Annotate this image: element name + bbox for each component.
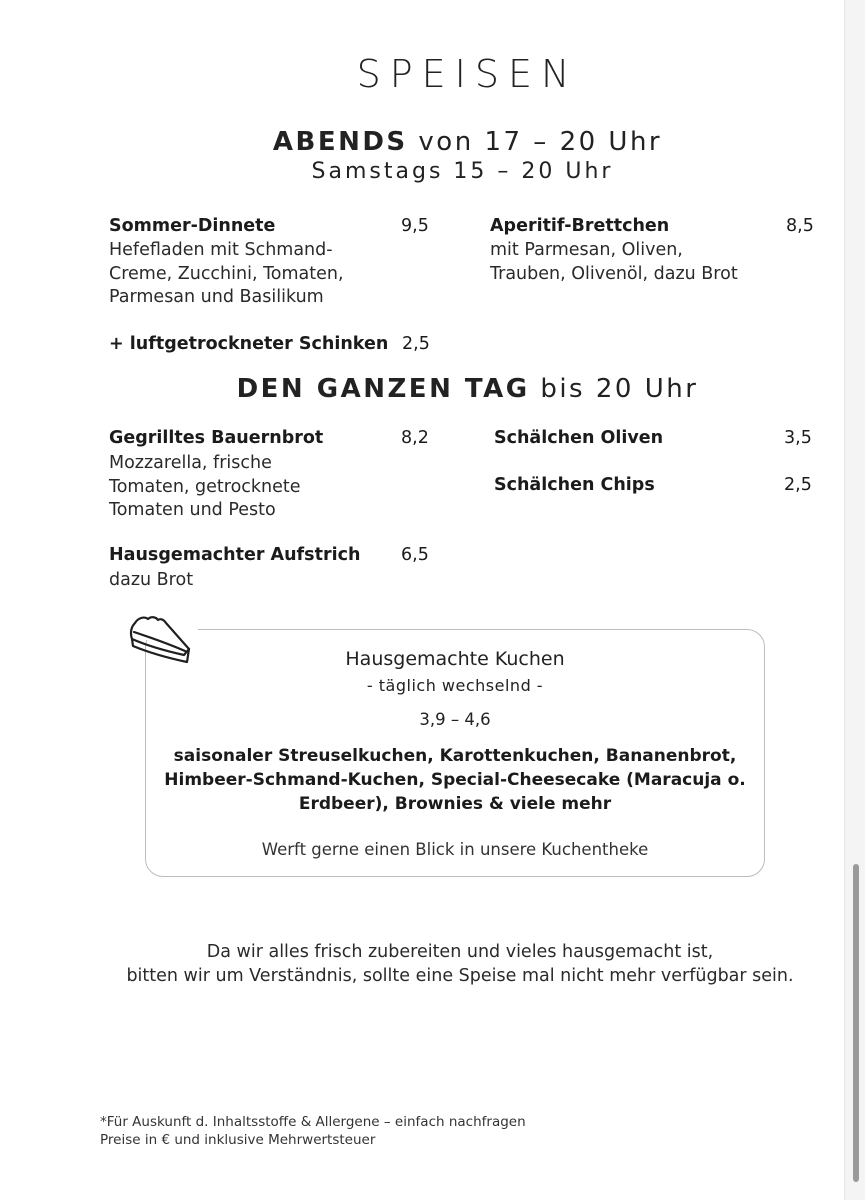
- item-price: 3,5: [784, 428, 812, 448]
- item-name: Gegrilltes Bauernbrot: [109, 428, 324, 448]
- scrollbar-thumb[interactable]: [853, 864, 859, 1182]
- cake-list-line: Himbeer-Schmand-Kuchen, Special-Cheesecake (Maracuja o.: [164, 770, 746, 790]
- item-description: [109, 452, 301, 523]
- item-description: [490, 239, 738, 286]
- cake-subtitle: - täglich wechselnd -: [366, 676, 544, 695]
- item-name: Aperitif-Brettchen: [490, 216, 670, 236]
- item-price: 8,5: [786, 216, 814, 236]
- desc-line: Hefefladen mit Schmand-: [109, 240, 333, 260]
- evening-heading-hours: von 17 – 20 Uhr: [418, 127, 663, 157]
- desc-line: Tomaten, getrocknete: [109, 476, 301, 497]
- notice-line: Da wir alles frisch zubereiten und vieles hausgemacht ist,: [206, 942, 714, 962]
- footer-allergen-note: *Für Auskunft d. Inhaltsstoffe & Allergene – einfach nachfragen: [100, 1114, 526, 1130]
- item-price: 6,5: [401, 545, 429, 565]
- item-description: [109, 239, 344, 310]
- cake-list-line: Erdbeer), Brownies & viele mehr: [298, 794, 612, 814]
- cake-title: Hausgemachte Kuchen: [345, 648, 565, 670]
- item-price: 8,2: [401, 428, 429, 448]
- item-description: [109, 569, 193, 593]
- evening-heading-bold: ABENDS: [272, 127, 408, 157]
- cake-list-line: saisonaler Streuselkuchen, Karottenkuchen, Bananenbrot,: [173, 746, 737, 766]
- desc-line: Parmesan und Basilikum: [109, 287, 324, 307]
- desc-line: Creme, Zucchini, Tomaten,: [109, 263, 344, 284]
- addon-name: + luftgetrockneter Schinken: [109, 334, 389, 354]
- desc-line: Trauben, Olivenöl, dazu Brot: [490, 263, 738, 284]
- desc-line: Mozzarella, frische: [109, 453, 272, 473]
- item-name: Sommer-Dinnete: [109, 216, 276, 236]
- cake-hint: Werft gerne einen Blick in unsere Kuchentheke: [261, 840, 649, 859]
- footer-price-note: Preise in € und inklusive Mehrwertsteuer: [100, 1132, 376, 1148]
- item-name: Schälchen Chips: [494, 475, 655, 495]
- item-price: 9,5: [401, 216, 429, 236]
- cake-price: 3,9 – 4,6: [419, 710, 491, 729]
- cake-list: [145, 744, 765, 816]
- notice-line: bitten wir um Verständnis, sollte eine Speise mal nicht mehr verfügbar sein.: [126, 966, 794, 986]
- desc-line: mit Parmesan, Oliven,: [490, 240, 683, 260]
- item-name: Hausgemachter Aufstrich: [109, 545, 361, 565]
- availability-notice: [0, 940, 865, 988]
- item-name: Schälchen Oliven: [494, 428, 664, 448]
- desc-line: Tomaten und Pesto: [109, 500, 276, 520]
- page-title: SPEISEN: [356, 52, 579, 96]
- evening-heading: [0, 127, 865, 157]
- addon-price: 2,5: [402, 334, 430, 354]
- allday-heading: [0, 374, 865, 404]
- allday-heading-hours: bis 20 Uhr: [540, 374, 699, 404]
- allday-heading-bold: DEN GANZEN TAG: [236, 374, 530, 404]
- saturday-hours: Samstags 15 – 20 Uhr: [311, 159, 614, 184]
- item-price: 2,5: [784, 475, 812, 495]
- desc-line: dazu Brot: [109, 570, 194, 590]
